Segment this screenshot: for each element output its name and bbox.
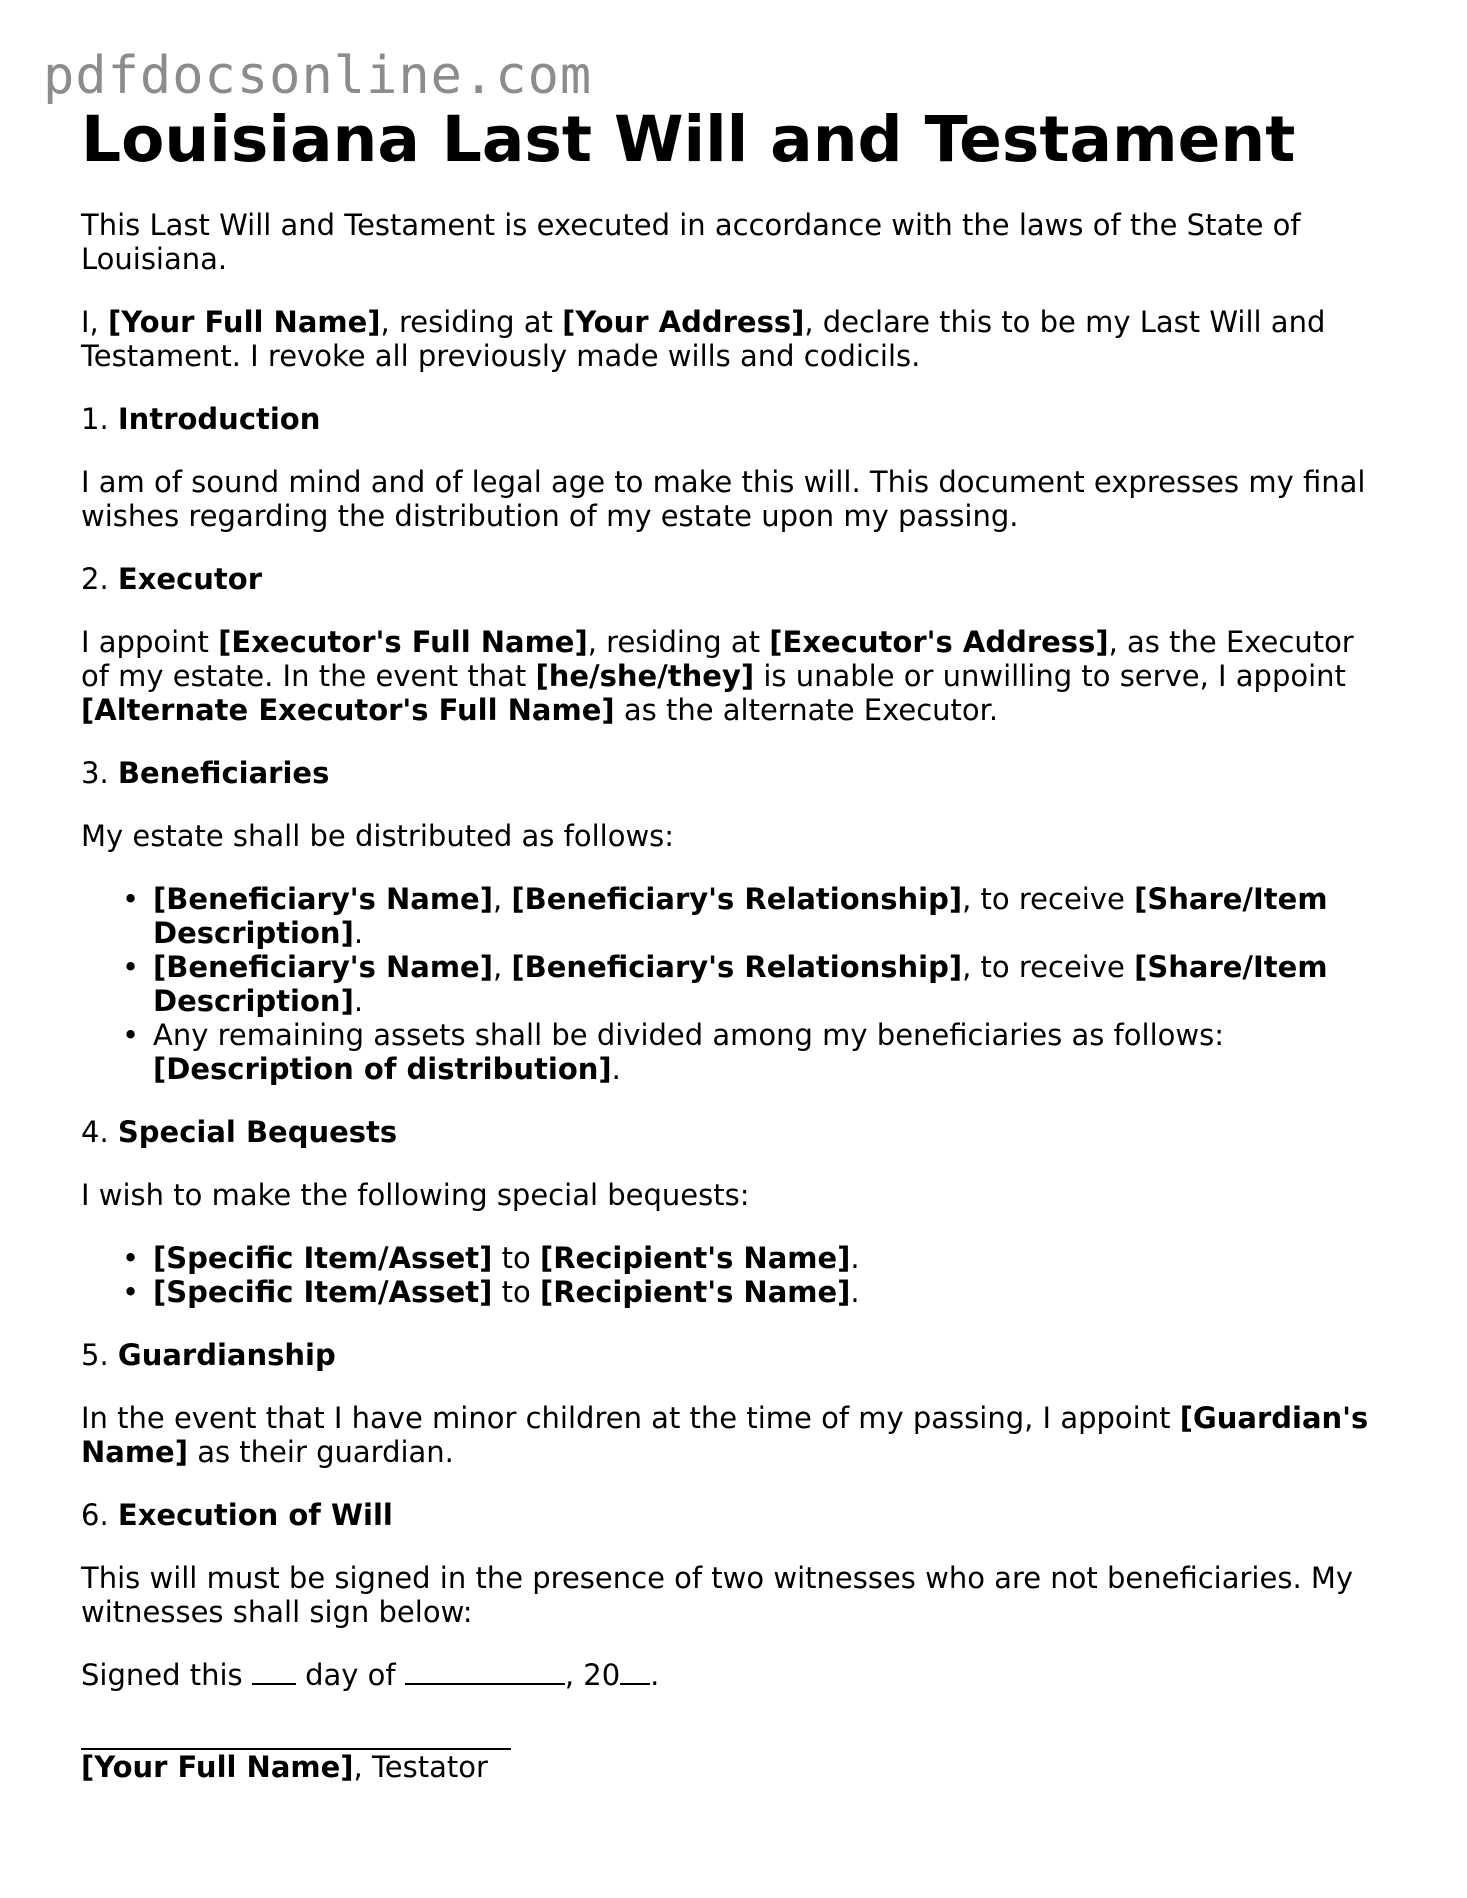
- document-title: Louisiana Last Will and Testament: [81, 103, 1296, 176]
- section-heading-execution: 6. Execution of Will: [81, 1498, 393, 1532]
- list-item: • [Specific Item/Asset] to [Recipient's Name].: [153, 1275, 1381, 1309]
- beneficiaries-list: [81, 882, 1381, 1086]
- month-blank: [405, 1661, 565, 1685]
- declaration-paragraph: I, [Your Full Name], residing at [Your Address], declare this to be my Last Will and Testament. I revoke all previously made wills and codicils.: [81, 305, 1326, 373]
- testator-signature-label: [Your Full Name], Testator: [81, 1750, 488, 1784]
- signed-date-line: Signed this day of , 20 .: [81, 1658, 660, 1692]
- section-heading-beneficiaries: 3. Beneficiaries: [81, 756, 330, 790]
- executor-address-placeholder: [Executor's Address]: [769, 625, 1109, 659]
- signature-line: [81, 1726, 511, 1750]
- testator-name-placeholder: [Your Full Name]: [108, 305, 381, 339]
- watermark-text: pdfdocsonline.com: [43, 46, 593, 106]
- section-heading-executor: 2. Executor: [81, 562, 262, 596]
- year-blank: [620, 1661, 650, 1685]
- alternate-executor-placeholder: [Alternate Executor's Full Name]: [81, 693, 615, 727]
- section-text-executor: I appoint [Executor's Full Name], residing at [Executor's Address], as the Executor of my estate. In the event that [he/she/they] is unable or unwilling to serve, I appoint [Alternate Executor's Full Name] as the alternate Executor.: [81, 625, 1354, 727]
- section-heading-guardianship: 5. Guardianship: [81, 1338, 336, 1372]
- pronoun-placeholder: [he/she/they]: [535, 659, 755, 693]
- section-heading-introduction: 1. Introduction: [81, 402, 321, 436]
- section-text-execution: This will must be signed in the presence of two witnesses who are not beneficiaries. My witnesses shall sign below:: [81, 1561, 1354, 1629]
- bequests-list: [81, 1241, 1381, 1309]
- list-item: • [Beneficiary's Name], [Beneficiary's Relationship], to receive [Share/Item Description].: [153, 950, 1381, 1018]
- day-blank: [252, 1661, 296, 1685]
- intro-paragraph: This Last Will and Testament is executed in accordance with the laws of the State of Louisiana.: [81, 208, 1301, 276]
- section-text-beneficiaries: My estate shall be distributed as follows:: [81, 819, 675, 853]
- section-text-guardianship: In the event that I have minor children at the time of my passing, I appoint [Guardian's Name] as their guardian.: [81, 1401, 1369, 1469]
- executor-name-placeholder: [Executor's Full Name]: [218, 625, 588, 659]
- section-heading-bequests: 4. Special Bequests: [81, 1115, 398, 1149]
- guardian-name-placeholder: [Guardian's Name]: [81, 1401, 1369, 1469]
- testator-address-placeholder: [Your Address]: [562, 305, 805, 339]
- document-page: [81, 100, 1381, 1784]
- list-item: • Any remaining assets shall be divided among my beneficiaries as follows: [Description of distribution].: [153, 1018, 1381, 1086]
- section-text-introduction: I am of sound mind and of legal age to make this will. This document expresses my final wishes regarding the distribution of my estate upon my passing.: [81, 465, 1366, 533]
- list-item: • [Beneficiary's Name], [Beneficiary's Relationship], to receive [Share/Item Description].: [153, 882, 1381, 950]
- section-text-bequests: I wish to make the following special bequests:: [81, 1178, 750, 1212]
- list-item: • [Specific Item/Asset] to [Recipient's Name].: [153, 1241, 1381, 1275]
